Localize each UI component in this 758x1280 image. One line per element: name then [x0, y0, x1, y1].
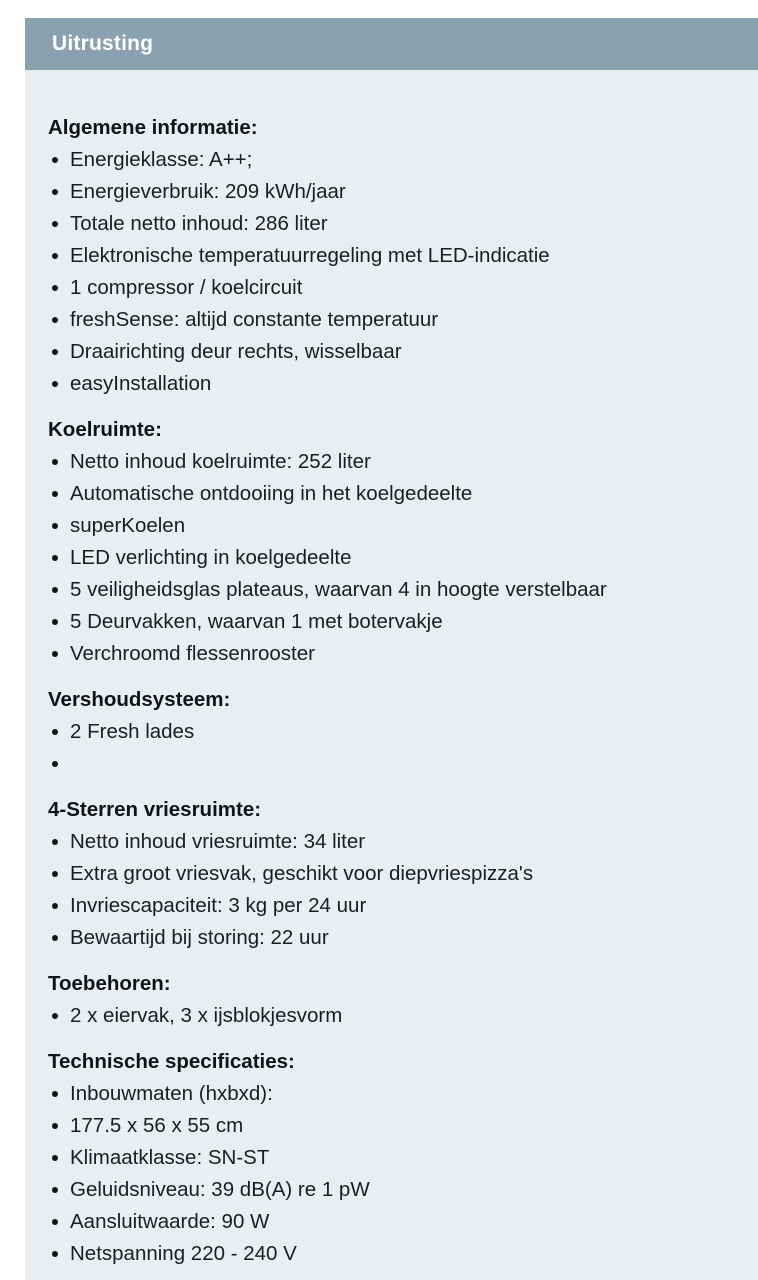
spec-section — [48, 794, 738, 954]
spec-bullet-item — [48, 272, 738, 304]
spec-bullet-text: Netto inhoud vriesruimte: 34 liter — [70, 830, 366, 853]
spec-bullet-item — [48, 638, 738, 670]
spec-bullet-item — [48, 144, 738, 176]
bullet-dot-icon — [52, 1155, 58, 1161]
spec-bullet-text: LED verlichting in koelgedeelte — [70, 546, 352, 569]
spec-bullet-text: superKoelen — [70, 514, 186, 537]
spec-bullet-item — [48, 240, 738, 272]
spec-bullet-item — [48, 368, 738, 400]
spec-bullet-item — [48, 716, 738, 748]
spec-bullet-item — [48, 574, 738, 606]
spec-bullet-text: Totale netto inhoud: 286 liter — [70, 212, 328, 235]
spec-section-heading: Algemene informatie: — [48, 116, 258, 139]
spec-bullet-text: Verchroomd flessenrooster — [70, 642, 315, 665]
bullet-dot-icon — [52, 1013, 58, 1019]
spec-bullet-item — [48, 826, 738, 858]
bullet-dot-icon — [52, 523, 58, 529]
spec-bullet-item — [48, 176, 738, 208]
spec-bullet-text: easyInstallation — [70, 372, 212, 395]
spec-bullet-list — [48, 826, 738, 954]
spec-bullet-item — [48, 606, 738, 638]
spec-bullet-item — [48, 304, 738, 336]
spec-section — [48, 684, 738, 780]
bullet-dot-icon — [52, 317, 58, 323]
spec-bullet-item — [48, 1206, 738, 1238]
bullet-dot-icon — [52, 839, 58, 845]
spec-bullet-text: Energieverbruik: 209 kWh/jaar — [70, 180, 346, 203]
spec-bullet-text: Klimaatklasse: SN-ST — [70, 1146, 270, 1169]
spec-bullet-item — [48, 478, 738, 510]
bullet-dot-icon — [52, 189, 58, 195]
spec-section-heading: Vershoudsysteem: — [48, 688, 231, 711]
bullet-dot-icon — [52, 1187, 58, 1193]
bullet-dot-icon — [52, 349, 58, 355]
spec-section-heading: Toebehoren: — [48, 972, 171, 995]
spec-bullet-text: 177.5 x 56 x 55 cm — [70, 1114, 244, 1137]
bullet-dot-icon — [52, 1251, 58, 1257]
bullet-dot-icon — [52, 555, 58, 561]
spec-section — [48, 1046, 738, 1270]
spec-bullet-text: Bewaartijd bij storing: 22 uur — [70, 926, 329, 949]
spec-bullet-item — [48, 336, 738, 368]
spec-section — [48, 112, 738, 400]
spec-bullet-item — [48, 1110, 738, 1142]
spec-section — [48, 968, 738, 1032]
spec-bullet-text: 5 Deurvakken, waarvan 1 met botervakje — [70, 610, 443, 633]
spec-bullet-item — [48, 446, 738, 478]
bullet-dot-icon — [52, 935, 58, 941]
spec-bullet-list — [48, 1078, 738, 1270]
spec-bullet-text: 2 Fresh lades — [70, 720, 195, 743]
bullet-dot-icon — [52, 491, 58, 497]
spec-bullet-item — [48, 208, 738, 240]
spec-bullet-list — [48, 144, 738, 400]
bullet-dot-icon — [52, 651, 58, 657]
bullet-dot-icon — [52, 619, 58, 625]
bullet-dot-icon — [52, 381, 58, 387]
spec-bullet-text: 1 compressor / koelcircuit — [70, 276, 303, 299]
bullet-dot-icon — [52, 903, 58, 909]
spec-bullet-text: 2 x eiervak, 3 x ijsblokjesvorm — [70, 1004, 343, 1027]
spec-bullet-list — [48, 716, 738, 780]
bullet-dot-icon — [52, 157, 58, 163]
bullet-dot-icon — [52, 587, 58, 593]
spec-bullet-text: Energieklasse: A++; — [70, 148, 253, 171]
spec-bullet-text: Draairichting deur rechts, wisselbaar — [70, 340, 402, 363]
spec-bullet-text: 5 veiligheidsglas plateaus, waarvan 4 in hoogte verstelbaar — [70, 578, 607, 601]
spec-bullet-text: Invriescapaciteit: 3 kg per 24 uur — [70, 894, 367, 917]
spec-bullet-text: Extra groot vriesvak, geschikt voor diepvriespizza's — [70, 862, 534, 885]
spec-section-heading: Koelruimte: — [48, 418, 162, 441]
bullet-dot-icon — [52, 1123, 58, 1129]
spec-bullet-list — [48, 446, 738, 670]
spec-bullet-list — [48, 1000, 738, 1032]
bullet-dot-icon — [52, 285, 58, 291]
spec-section-heading: Technische specificaties: — [48, 1050, 295, 1073]
spec-bullet-text: Geluidsniveau: 39 dB(A) re 1 pW — [70, 1178, 370, 1201]
bullet-dot-icon — [52, 459, 58, 465]
spec-bullet-text: freshSense: altijd constante temperatuur — [70, 308, 439, 331]
spec-section-heading: 4-Sterren vriesruimte: — [48, 798, 262, 821]
bullet-dot-icon — [52, 253, 58, 259]
spec-bullet-item — [48, 1000, 738, 1032]
spec-bullet-item — [48, 748, 738, 780]
spec-bullet-item — [48, 858, 738, 890]
spec-bullet-item — [48, 510, 738, 542]
spec-bullet-text: Netspanning 220 - 240 V — [70, 1242, 297, 1265]
specifications-panel — [25, 0, 758, 1280]
spec-bullet-item — [48, 922, 738, 954]
section-header-bar — [25, 18, 758, 70]
spec-bullet-item — [48, 890, 738, 922]
spec-bullet-text: Automatische ontdooiing in het koelgedeelte — [70, 482, 473, 505]
spec-bullet-text: Netto inhoud koelruimte: 252 liter — [70, 450, 371, 473]
bullet-dot-icon — [52, 761, 58, 767]
spec-bullet-item — [48, 1078, 738, 1110]
bullet-dot-icon — [52, 1091, 58, 1097]
spec-bullet-item — [48, 1174, 738, 1206]
bullet-dot-icon — [52, 221, 58, 227]
bullet-dot-icon — [52, 729, 58, 735]
spec-bullet-text: Elektronische temperatuurregeling met LED-indicatie — [70, 244, 550, 267]
panel-top-spacer — [25, 0, 758, 18]
spec-bullet-text: Aansluitwaarde: 90 W — [70, 1210, 270, 1233]
bullet-dot-icon — [52, 871, 58, 877]
specifications-content — [25, 70, 758, 1270]
spec-bullet-item — [48, 542, 738, 574]
spec-bullet-item — [48, 1142, 738, 1174]
spec-bullet-item — [48, 1238, 738, 1270]
spec-bullet-text: Inbouwmaten (hxbxd): — [70, 1082, 273, 1105]
spec-section — [48, 414, 738, 670]
page-title: Uitrusting — [52, 32, 154, 55]
bullet-dot-icon — [52, 1219, 58, 1225]
